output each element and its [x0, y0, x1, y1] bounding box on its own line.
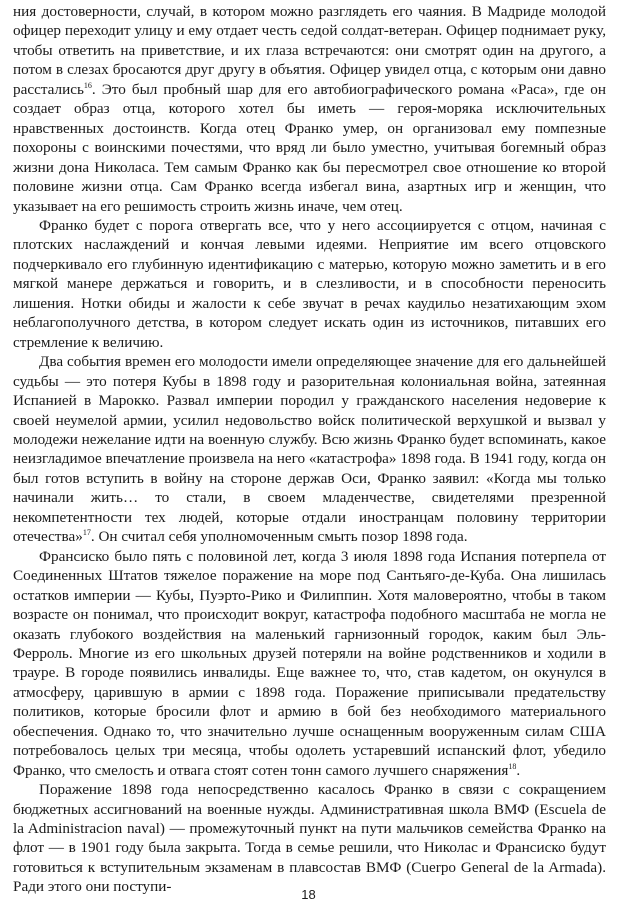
paragraph-4 [13, 547, 606, 780]
paragraph-3-text: Два события времен его молодости имели определяющее значение для его дальнейшей судьбы — это потеря Кубы в 1898 году и разорительная колониальная война, затеянная Испанией в Марокко. Развал империи породил у гражданского населения недоверие к своей неумелой армии, усилил недовольство войск политической верхушкой и вызвал у молодежи нежелание идти на военную службу. Всю жизнь Франко будет вспоминать, какое неизгладимое впечатление произвела на него «катастрофа» 1898 года. В 1941 году, когда он был готов вступить в войну на стороне держав Оси, Франко заявил: «Когда мы только начинали жить… то стали, в своем младенчестве, свидетелями презренной некомпетентности тех людей, которые отдали иностранцам половину территории отечества» [13, 353, 606, 546]
paragraph-4-text: Франсиско было пять с половиной лет, когда 3 июля 1898 года Испания потерпела от Соединенных Штатов тяжелое поражение на море под Сантьяго-де-Куба. Она лишилась остатков империи — Кубы, Пуэрто-Рико и Филиппин. Хотя маловероятно, чтобы в таком возрасте он понимал, что происходит вокруг, катастрофа подобного масштаба не могла не оказать глубокого воздействия на маленький гарнизонный городок, каким был Эль-Ферроль. Многие из его школьных друзей потеряли на войне родственников и ходили в трауре. В городе появились инвалиды. Еще важнее то, что, став кадетом, он окунулся в атмосферу, царившую в армии с 1898 года. Поражение приписывали предательству политиков, которые бросили флот и армию в бой без необходимого материального обеспечения. Однако то, что значительно лучше оснащенным вооруженным силам США потребовалось целых три месяца, чтобы одолеть устаревший испанский флот, убедило Франко, что смелость и отвага стоят сотен тонн самого лучшего снаряжения [13, 547, 606, 779]
paragraph-2 [13, 216, 606, 352]
paragraph-1 [13, 2, 606, 216]
footnote-ref-17[interactable]: 17 [82, 528, 91, 538]
paragraph-3-tail: . Он считал себя уполномоченным смыть позор 1898 года. [90, 528, 468, 546]
paragraph-2-text: Франко будет с порога отвергать все, что у него ассоциируется с отцом, начиная с плотских наслаждений и кончая левыми идеями. Неприятие им всего отцовского подчеркивало его глубинную идентификацию с матерью, которую можно заметить и в его мягкой манере держаться и говорить, и в слезливости, и в способности переносить лишения. Нотки обиды и жалости к себе звучат в речах каудильо незатихающим эхом неблагополучного детства, в котором следует искать один из источников, питавших его стремление к величию. [13, 216, 606, 351]
paragraph-5 [13, 780, 606, 897]
book-page-text [13, 2, 606, 897]
paragraph-1-tail: . Это был пробный шар для его автобиографического романа «Раса», где он создает образ отца, которого хотел бы иметь — героя-моряка исключительных нравственных достоинств. Когда отец Франко умер, он организовал ему помпезные похороны с воинскими почестями, что вряд ли было уместно, учитывая богемный образ жизни дона Николаса. Тем самым Франко как бы пересмотрел свое отношение ко второй половине жизни отца. Сам Франко всегда избегал вина, азартных игр и женщин, что указывает на его решимость строить жизнь иначе, чем отец. [13, 80, 606, 215]
page-number: 18 [301, 887, 316, 902]
paragraph-1-text: ния достоверности, случай, в котором можно разглядеть его чаяния. В Мадриде молодой офицер переходит улицу и ему отдает честь седой солдат-ветеран. Офицер поднимает руку, чтобы ответить на приветствие, и их глаза встречаются: они смотрят один на другого, а потом в слезах бросаются друг другу в объятия. Офицер увидел отца, с которым они давно расстались [13, 3, 606, 98]
paragraph-5-text: Поражение 1898 года непосредственно касалось Франко в связи с сокращением бюджетных ассигнований на военные нужды. Административная школа ВМФ (Escuela de la Administracion naval) — промежуточный пункт на пути мальчиков семейства Франко на флот — в 1901 году была закрыта. Тогда в семье решили, что Николас и Франсиско будут готовиться к вступительным экзаменам в плавсостав ВМФ (Cuerpo General de la Armada). Ради этого они поступи- [13, 781, 606, 896]
footnote-ref-18[interactable]: 18 [508, 761, 517, 771]
footnote-ref-16[interactable]: 16 [83, 80, 92, 90]
paragraph-4-tail: . [516, 761, 521, 779]
paragraph-3 [13, 352, 606, 547]
